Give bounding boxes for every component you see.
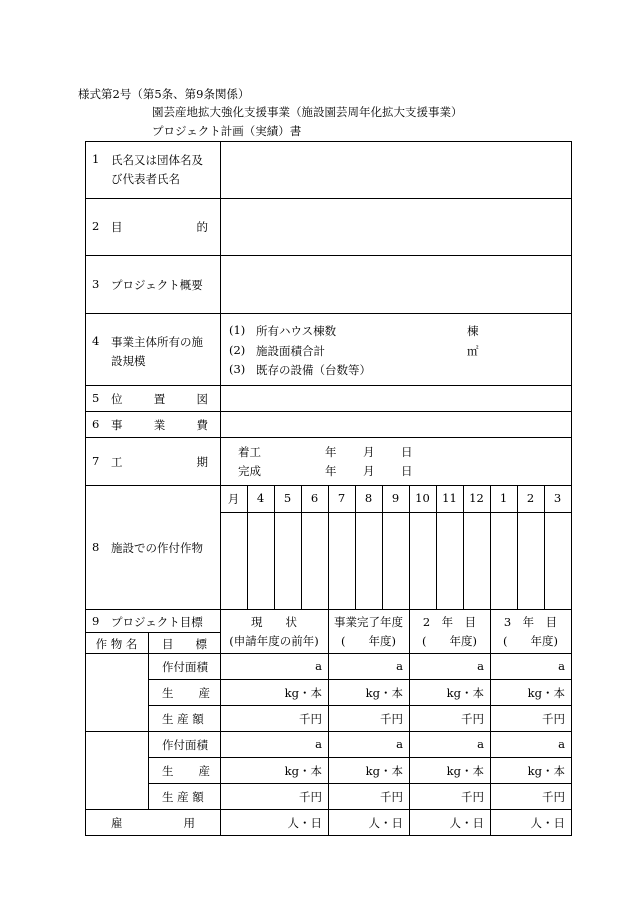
row2-label: 目 的 (111, 220, 208, 234)
row6-label: 事 業 費 (111, 418, 208, 432)
facility-item-2-unit: ㎡ (467, 344, 479, 358)
unit-production: kg・本 (365, 686, 403, 700)
row2-number: 2 (92, 219, 100, 233)
construction-end-year: 年 (325, 464, 337, 478)
facility-item-2-no: (2) (229, 343, 246, 357)
construction-start-year: 年 (325, 445, 337, 459)
month-cell: 12 (469, 491, 484, 505)
col-year3-line2: ( 年度) (503, 634, 558, 648)
col-current-line1: 現 状 (251, 615, 297, 629)
form-title: 園芸産地拡大強化支援事業（施設園芸周年化拡大支援事業） (152, 105, 463, 119)
row8-number: 8 (92, 540, 100, 554)
construction-start-day: 日 (401, 445, 413, 459)
unit-amount: 千円 (299, 712, 322, 726)
form-number: 様式第2号（第5条、第9条関係） (78, 87, 250, 101)
month-header: 月 (227, 492, 240, 506)
row3-label: プロジェクト概要 (111, 278, 203, 292)
unit-production: kg・本 (365, 764, 403, 778)
row4-number: 4 (92, 334, 100, 348)
item-area-label: 作付面積 (162, 660, 208, 674)
facility-item-1-unit: 棟 (467, 324, 479, 338)
crop-name-header: 作 物 名 (95, 637, 138, 651)
month-cell: 9 (391, 491, 400, 505)
row7-number: 7 (92, 454, 100, 468)
item-amount-label: 生 産 額 (162, 712, 204, 726)
month-cell: 4 (256, 491, 265, 505)
unit-employment: 人・日 (530, 816, 565, 830)
row9-label: プロジェクト目標 (111, 615, 203, 629)
unit-employment: 人・日 (449, 816, 484, 830)
construction-end-label: 完成 (238, 464, 261, 478)
unit-area: a (396, 659, 403, 673)
month-cell: 1 (499, 491, 508, 505)
unit-production: kg・本 (527, 764, 565, 778)
row6-number: 6 (92, 417, 100, 431)
unit-production: kg・本 (446, 764, 484, 778)
row5-number: 5 (92, 391, 100, 405)
month-cell: 7 (337, 491, 346, 505)
unit-area: a (315, 659, 322, 673)
col-year2-line2: ( 年度) (422, 634, 477, 648)
unit-area: a (396, 737, 403, 751)
month-cell: 6 (310, 491, 319, 505)
target-header: 目 標 (162, 637, 207, 651)
month-cell: 3 (553, 491, 562, 505)
col-year2-line1: 2 年 目 (422, 615, 477, 629)
row1-label-line2: び代表者氏名 (111, 172, 180, 186)
unit-production: kg・本 (527, 686, 565, 700)
row1-number: 1 (92, 152, 100, 166)
item-production-label: 生 産 (162, 686, 210, 700)
col-completion-line1: 事業完了年度 (334, 615, 403, 629)
construction-end-month: 月 (363, 464, 375, 478)
month-cell: 10 (415, 491, 430, 505)
construction-start-label: 着工 (238, 445, 261, 459)
month-cell: 8 (364, 491, 373, 505)
row3-number: 3 (92, 277, 100, 291)
facility-item-1-no: (1) (229, 323, 246, 337)
construction-start-month: 月 (363, 445, 375, 459)
unit-employment: 人・日 (368, 816, 403, 830)
col-year3-line1: 3 年 目 (503, 615, 558, 629)
unit-area: a (558, 737, 565, 751)
construction-end-day: 日 (401, 464, 413, 478)
month-cell: 2 (526, 491, 535, 505)
unit-area: a (477, 659, 484, 673)
row4-label-line1: 事業主体所有の施 (111, 335, 203, 349)
col-current-line2: (申請年度の前年) (229, 634, 319, 648)
unit-amount: 千円 (461, 790, 484, 804)
unit-area: a (477, 737, 484, 751)
row9-number: 9 (92, 614, 100, 628)
col-completion-line2: ( 年度) (341, 634, 396, 648)
unit-production: kg・本 (446, 686, 484, 700)
unit-area: a (558, 659, 565, 673)
row1-label-line1: 氏名又は団体名及 (111, 153, 203, 167)
month-cell: 11 (442, 491, 457, 505)
unit-production: kg・本 (284, 686, 322, 700)
employment-label: 雇 用 (111, 816, 195, 830)
row5-label: 位 置 図 (111, 392, 208, 406)
unit-amount: 千円 (542, 712, 565, 726)
unit-amount: 千円 (380, 790, 403, 804)
unit-area: a (315, 737, 322, 751)
unit-amount: 千円 (461, 712, 484, 726)
facility-item-2-text: 施設面積合計 (256, 344, 325, 358)
facility-item-3-no: (3) (229, 362, 246, 376)
facility-item-3-text: 既存の設備（台数等） (256, 363, 371, 377)
item-area-label: 作付面積 (162, 738, 208, 752)
item-amount-label: 生 産 額 (162, 790, 204, 804)
unit-amount: 千円 (380, 712, 403, 726)
row4-label-line2: 設規模 (111, 354, 146, 368)
item-production-label: 生 産 (162, 764, 210, 778)
form-subtitle: プロジェクト計画（実績）書 (152, 124, 302, 138)
unit-employment: 人・日 (287, 816, 322, 830)
unit-amount: 千円 (542, 790, 565, 804)
unit-production: kg・本 (284, 764, 322, 778)
facility-item-1-text: 所有ハウス棟数 (256, 324, 337, 338)
month-cell: 5 (283, 491, 292, 505)
row7-label: 工 期 (111, 455, 208, 469)
row8-label: 施設での作付作物 (111, 541, 203, 555)
unit-amount: 千円 (299, 790, 322, 804)
